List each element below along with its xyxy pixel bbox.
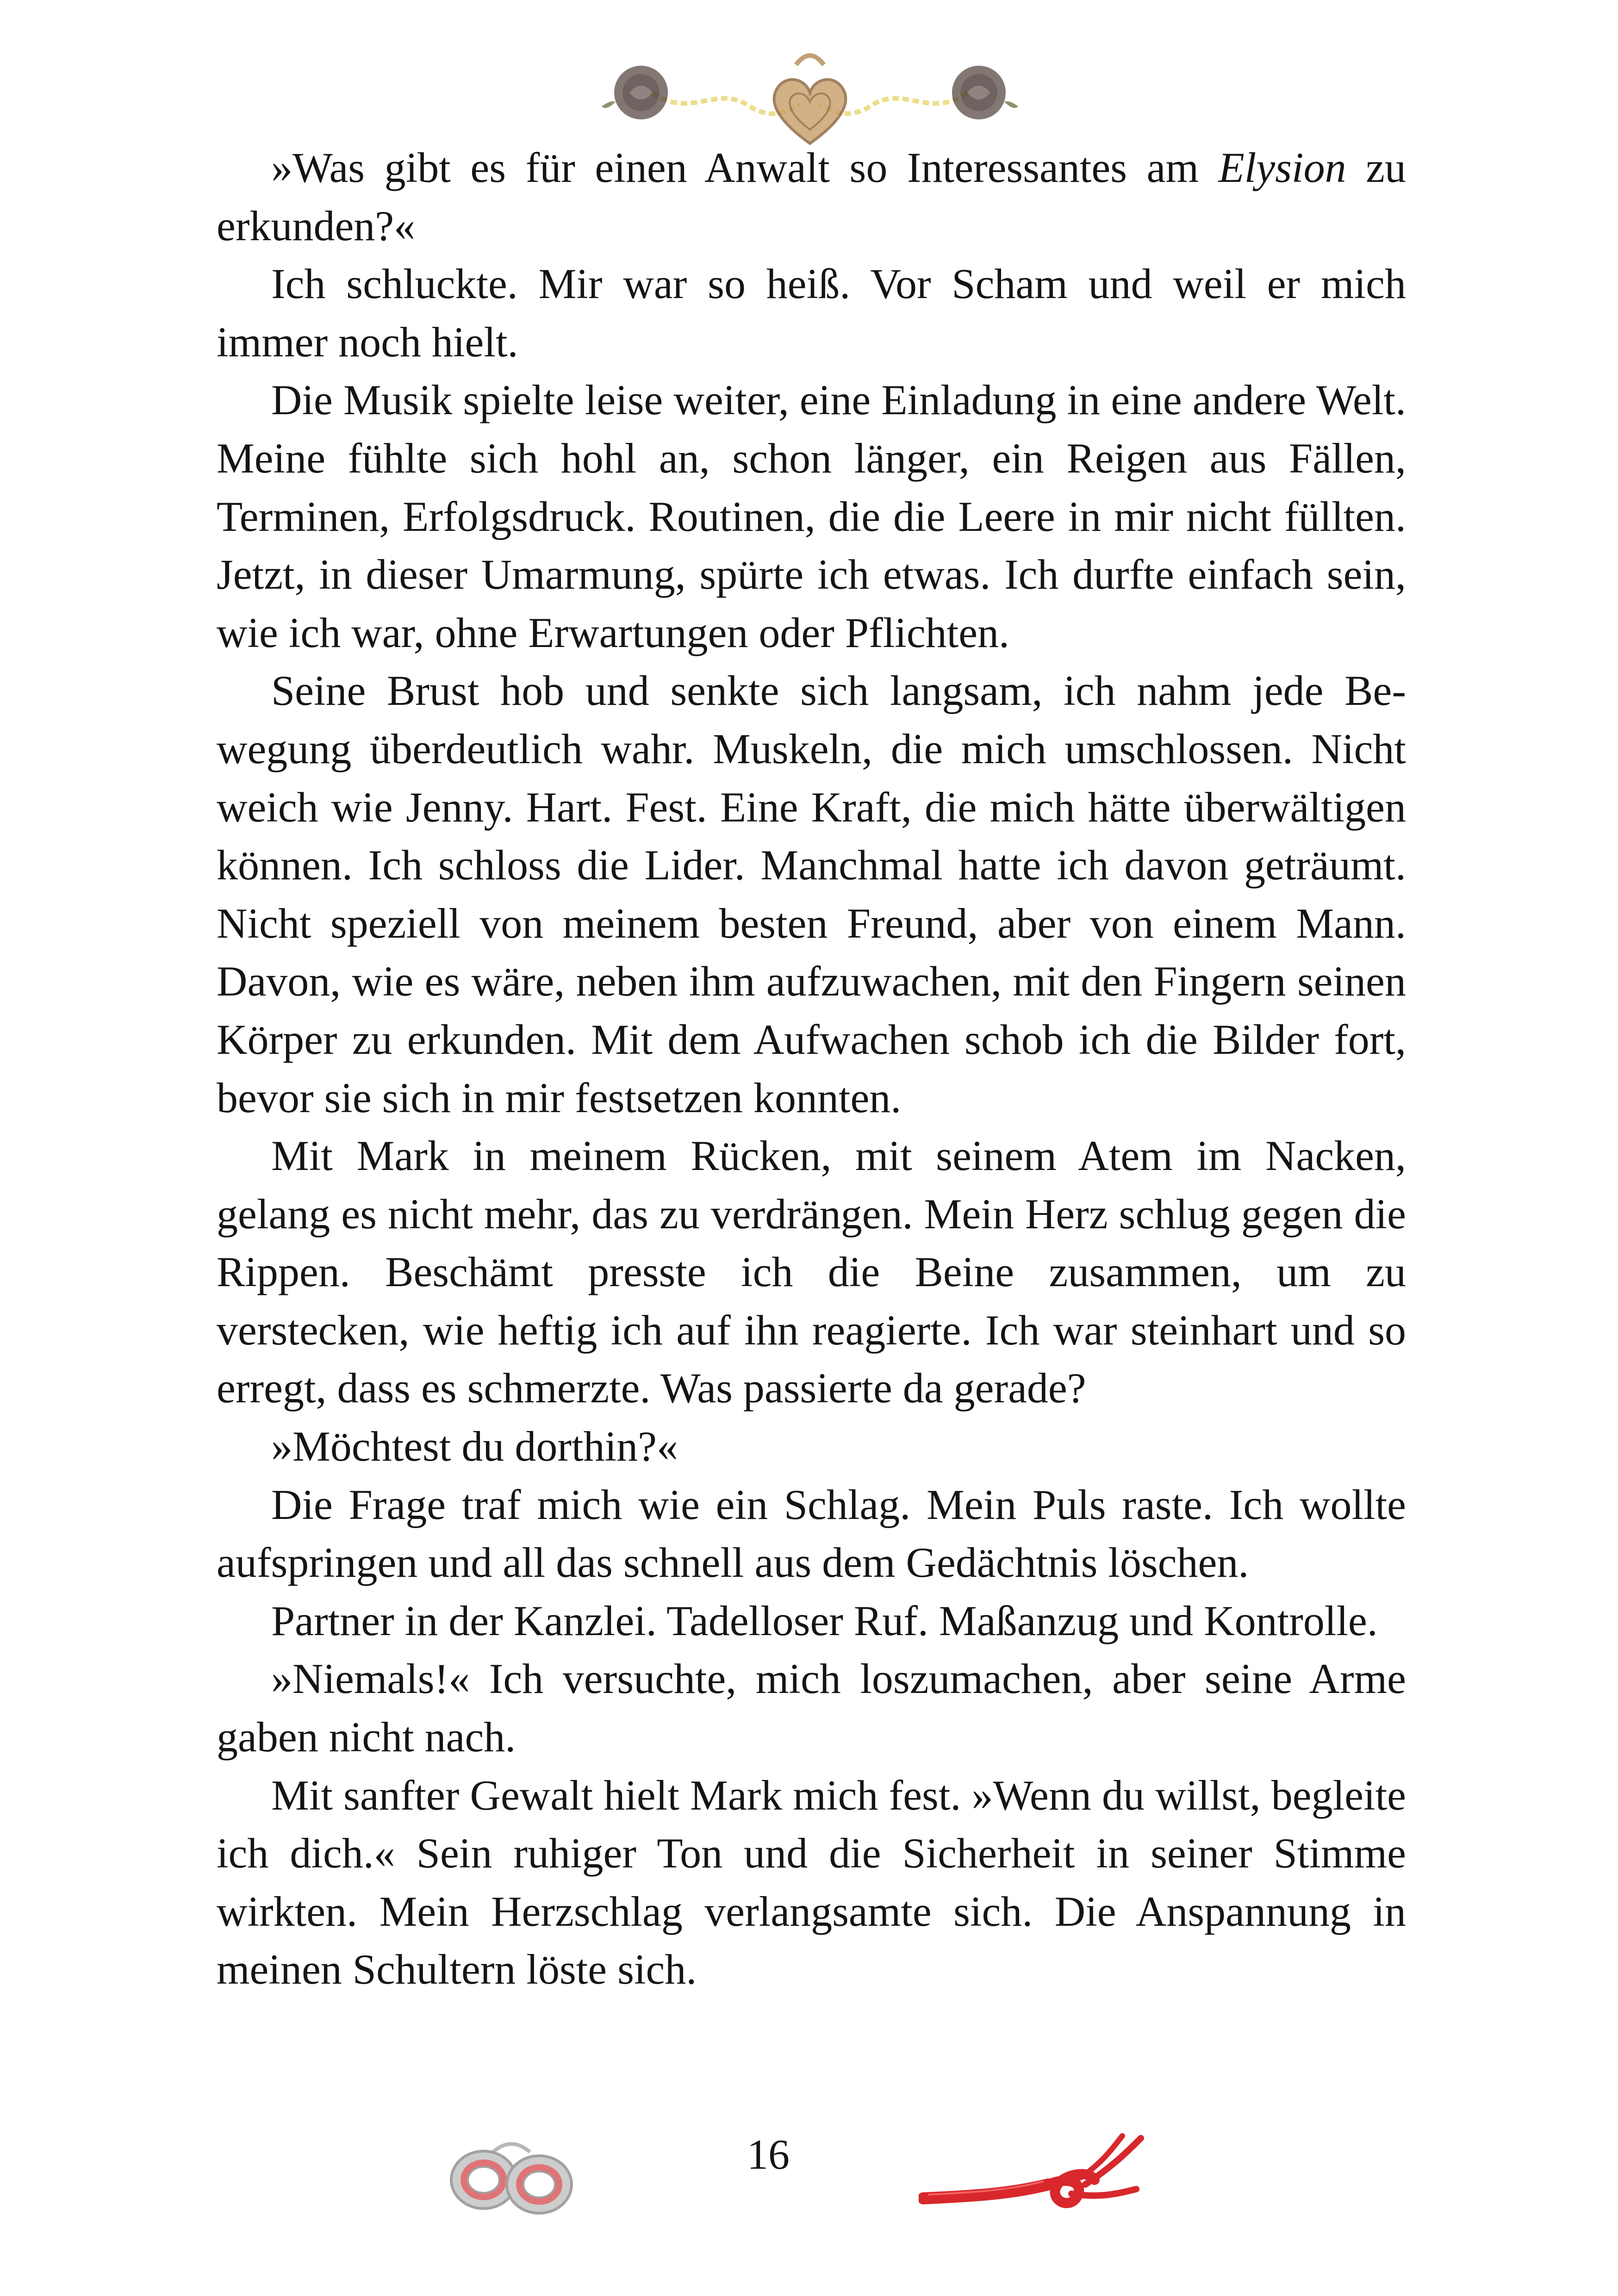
- paragraph: Partner in der Kanzlei. Tadelloser Ruf. Maßanzug und Kontrolle.: [271, 1597, 1378, 1644]
- handcuffs-icon: [442, 2124, 581, 2217]
- heart-locket-icon: [774, 56, 846, 143]
- emphasized-word: Elysion: [1218, 144, 1346, 191]
- paragraph: Mit Mark in meinem Rücken, mit seinem Atem im Nacken, gelang es nicht mehr, das zu verdrängen. Mein Herz schlug gegen die Rippen. Beschämt presste ich die Beine zusammen, um zu verstecken, wie heftig ich auf ihn reagierte. Ich war steinhart und so erregt, dass es schmerzte. Was passierte da gerade?: [217, 1132, 1406, 1412]
- body-text: [217, 139, 1406, 1999]
- rose-left-icon: [602, 66, 668, 119]
- red-rope-knot-icon: [919, 2129, 1150, 2217]
- paragraph: Mit sanfter Gewalt hielt Mark mich fest. »Wenn du willst, begleite ich dich.« Sein ruhiger Ton und die Sicherheit in seiner Stimme wirkten. Mein Herzschlag verlangsamte sich. Die Anspannung in meinen Schultern löste sich.: [217, 1771, 1406, 1993]
- paragraph: »Niemals!« Ich versuchte, mich loszumachen, aber seine Arme gaben nicht nach.: [217, 1655, 1406, 1761]
- paragraph: Die Musik spielte leise weiter, eine Einladung in eine andere Welt. Meine fühlte sich hohl an, schon länger, ein Reigen aus Fällen, Terminen, Erfolgsdruck. Routinen, die die Leere in mir nicht füllten. Jetzt, in dieser Umarmung, spürte ich etwas. Ich durfte einfach sein, wie ich war, ohne Erwartungen oder Pflichten.: [217, 376, 1406, 656]
- heart-locket-roses-ornament-icon: [597, 51, 1023, 153]
- rose-right-icon: [952, 66, 1018, 119]
- page-number: 16: [747, 2131, 790, 2178]
- paragraph: Ich schluckte. Mir war so heiß. Vor Scham und weil er mich immer noch hielt.: [217, 260, 1406, 366]
- paragraph: Seine Brust hob und senkte sich langsam, ich nahm jede Bewegung überdeutlich wahr. Muskeln, die mich umschlossen. Nicht weich wie Jenny. Hart. Fest. Eine Kraft, die mich hätte überwältigen können. Ich schloss die Lider. Manchmal hatte ich davon geträumt. Nicht speziell von meinem besten Freund, aber von einem Mann. Davon, wie es wäre, neben ihm aufzuwachen, mit den Fingern seinen Körper zu erkunden. Mit dem Aufwachen schob ich die Bilder fort, bevor sie sich in mir festsetzen konnten.: [217, 667, 1406, 1121]
- paragraph: »Möchtest du dorthin?«: [271, 1423, 678, 1470]
- paragraph: Die Frage traf mich wie ein Schlag. Mein Puls raste. Ich wollte aufspringen und all das schnell aus dem Gedächtnis löschen.: [217, 1481, 1406, 1587]
- paragraph: »Was gibt es für einen Anwalt so Interessantes am Elysion zu erkunden?«: [217, 144, 1406, 249]
